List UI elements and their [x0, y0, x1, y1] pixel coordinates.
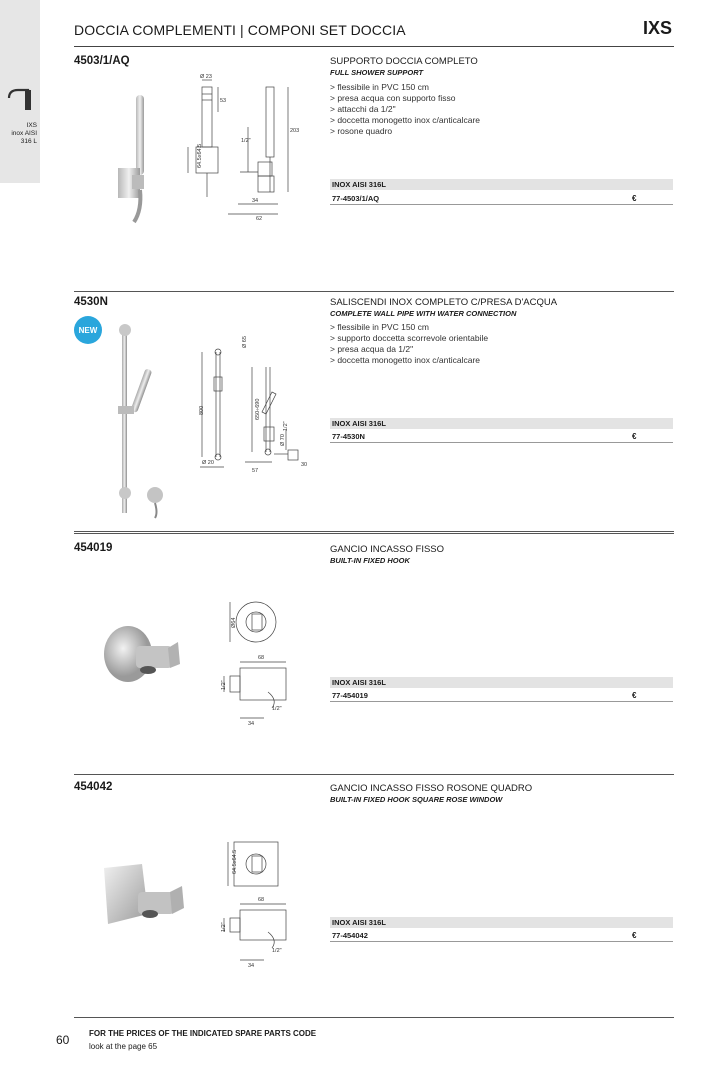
side-tab: [0, 0, 40, 183]
dim-label: Ø 23: [200, 74, 212, 80]
product-code: 4503/1/AQ: [74, 55, 130, 67]
section-divider: [74, 291, 674, 292]
sku-row: [330, 690, 673, 702]
sku-code: 77-4503/1/AQ: [332, 194, 380, 203]
dim-label: 57: [252, 468, 259, 474]
dim-label: 53: [220, 98, 227, 104]
feature-list: [330, 322, 488, 366]
feature-item: > flessibile in PVC 150 cm: [330, 82, 480, 93]
feature-item: > attacchi da 1/2": [330, 104, 480, 115]
product-name-en: FULL SHOWER SUPPORT: [330, 68, 424, 77]
technical-drawing: [208, 596, 298, 731]
material-label: INOX AISI 316L: [330, 917, 673, 928]
new-badge: NEW: [74, 316, 102, 344]
product-name: GANCIO INCASSO FISSO ROSONE QUADRO: [330, 783, 533, 794]
dim-label: 800: [199, 405, 205, 415]
price-symbol: €: [632, 931, 637, 940]
dim-label: 1/2": [283, 421, 289, 431]
feature-item: > doccetta monogetto inox c/anticalcare: [330, 355, 488, 366]
dim-label: Ø64: [231, 617, 237, 628]
dim-label: Ø 20: [202, 460, 214, 466]
dim-label: Ø 65: [242, 336, 248, 348]
dim-label: 34: [248, 721, 255, 727]
side-tab-label: IXS inox AISI 316 L: [11, 122, 37, 145]
dim-label: 68: [258, 655, 265, 661]
dim-label: 30: [301, 462, 308, 468]
feature-item: > presa acqua con supporto fisso: [330, 93, 480, 104]
material-label: INOX AISI 316L: [330, 179, 673, 190]
page-title: DOCCIA COMPLEMENTI | COMPONI SET DOCCIA: [74, 22, 406, 38]
section-divider: [74, 531, 674, 534]
product-name: GANCIO INCASSO FISSO: [330, 544, 445, 555]
product-name-en: BUILT-IN FIXED HOOK SQUARE ROSE WINDOW: [330, 795, 503, 804]
dim-label: 68: [258, 897, 265, 903]
price-symbol: €: [632, 194, 637, 203]
faucet-icon: [6, 84, 36, 114]
footer-divider: [74, 1017, 674, 1018]
footer-note-link: look at the page 65: [89, 1042, 158, 1051]
product-name-en: COMPLETE WALL PIPE WITH WATER CONNECTION: [330, 309, 517, 318]
dim-label: Ø 70: [280, 434, 286, 446]
footer-note: FOR THE PRICES OF THE INDICATED SPARE PARTS CODE: [89, 1029, 317, 1038]
product-name: SUPPORTO DOCCIA COMPLETO: [330, 56, 478, 67]
product-code: 4530N: [74, 296, 108, 308]
dim-label: 1/2": [241, 138, 251, 144]
product-name-en: BUILT-IN FIXED HOOK: [330, 556, 410, 565]
dim-label: 62: [256, 216, 263, 222]
dim-label: 1/2": [272, 948, 282, 954]
brand-label: IXS: [642, 18, 672, 38]
technical-drawing: [178, 72, 303, 227]
dim-label: 34: [252, 198, 259, 204]
feature-item: > doccetta monogetto inox c/anticalcare: [330, 115, 480, 126]
product-photo: [98, 862, 193, 932]
feature-item: > rosone quadro: [330, 126, 480, 137]
technical-drawing: [208, 836, 298, 971]
material-label: INOX AISI 316L: [330, 677, 673, 688]
sku-code: 77-454019: [332, 691, 368, 700]
header-divider: [74, 46, 674, 47]
sku-row: [330, 193, 673, 205]
product-photo: [98, 620, 188, 690]
sku-code: 77-4530N: [332, 432, 365, 441]
dim-label: 1/2": [272, 706, 282, 712]
dim-label: 34: [248, 963, 255, 969]
price-symbol: €: [632, 691, 637, 700]
sku-row: [330, 930, 673, 942]
feature-item: > flessibile in PVC 150 cm: [330, 322, 488, 333]
product-photo: [110, 90, 160, 225]
feature-item: > presa acqua da 1/2": [330, 344, 488, 355]
product-name: SALISCENDI INOX COMPLETO C/PRESA D'ACQUA: [330, 297, 558, 308]
dim-label: 64.5x64.5: [232, 849, 238, 874]
page-number: 60: [56, 1033, 70, 1047]
dim-label: 203: [290, 128, 300, 134]
feature-item: > supporto doccetta scorrevole orientabile: [330, 333, 488, 344]
product-code: 454042: [74, 781, 113, 793]
technical-drawing: [190, 332, 320, 482]
sku-row: [330, 431, 673, 443]
dim-label: 650÷690: [255, 398, 261, 420]
price-symbol: €: [632, 432, 637, 441]
product-code: 454019: [74, 542, 113, 554]
dim-label: 1/2": [221, 680, 227, 690]
sku-code: 77-454042: [332, 931, 368, 940]
dim-label: 1/2": [221, 922, 227, 932]
dim-label: 64.5x64.5: [197, 143, 203, 168]
feature-list: [330, 82, 480, 137]
material-label: INOX AISI 316L: [330, 418, 673, 429]
product-photo: [100, 318, 190, 523]
section-divider: [74, 774, 674, 775]
